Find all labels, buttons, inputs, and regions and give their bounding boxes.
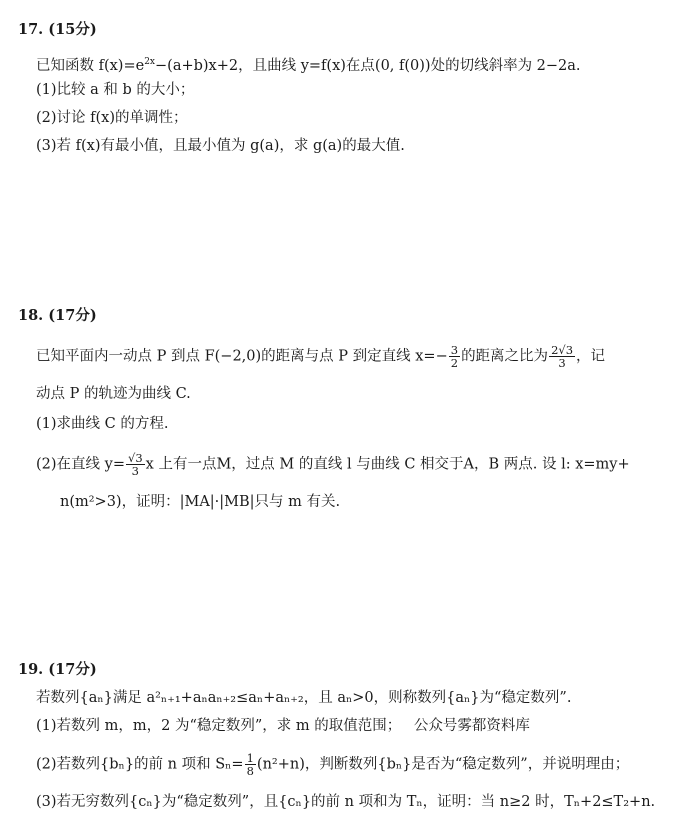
q18-stem-part-a: 已知平面内一动点 P 到点 F(−2,0)的距离与点 P 到定直线 x=− — [36, 348, 448, 365]
watermark-text: 公众号雾都资料库 — [413, 718, 530, 734]
q19-part-2-a: (2)若数列{bₙ}的前 n 项和 Sₙ= — [36, 756, 244, 773]
q17-part-2: (2)讨论 f(x)的单调性； — [36, 110, 188, 126]
q17-header: 17. (15分) — [18, 21, 97, 38]
q17-part-3: (3)若 f(x)有最小值，且最小值为 g(a)，求 g(a)的最大值. — [36, 138, 405, 154]
q19-frac-numerator: 1 — [246, 751, 254, 765]
q17-stem-part-b: −(a+b)x+2，且曲线 y=f(x)在点(0, f(0))处的切线斜率为 2−2a. — [155, 57, 581, 74]
q18-header: 18. (17分) — [18, 307, 97, 324]
q17-stem-exponent: 2x — [144, 57, 156, 67]
q18-part-2-a: (2)在直线 y= — [36, 456, 125, 473]
q18-frac1-numerator: 3 — [450, 343, 459, 357]
q19-fraction-one-eighth — [245, 752, 256, 777]
q18-frac2-denominator: 3 — [558, 356, 566, 370]
q18-part-2-continued: n(m²>3)，证明：|MA|·|MB|只与 m 有关. — [60, 494, 341, 510]
q19-frac-denominator: 8 — [246, 764, 254, 778]
q19-part-1 — [36, 716, 530, 736]
q18-frac3-denominator: 3 — [131, 464, 139, 478]
q18-stem-part-b: 的距离之比为 — [461, 348, 549, 365]
q18-frac1-denominator: 2 — [450, 356, 459, 370]
q17-part-1: (1)比较 a 和 b 的大小； — [36, 82, 195, 98]
q18-fraction-slope — [126, 452, 145, 477]
q19-part-2 — [36, 752, 629, 777]
q18-part-2 — [36, 452, 630, 477]
q17-stem — [36, 52, 581, 76]
q18-frac3-numerator: √3 — [128, 451, 143, 465]
q18-part-1: (1)求曲线 C 的方程. — [36, 416, 169, 432]
q18-stem-part-c: ，记 — [576, 348, 606, 365]
q18-fraction-3-2 — [449, 344, 460, 369]
q19-stem: 若数列{aₙ}满足 a²ₙ₊₁+aₙaₙ₊₂≤aₙ+aₙ₊₂，且 aₙ>0，则称数列{aₙ}为“稳定数列”. — [36, 690, 572, 706]
q18-stem-line-2: 动点 P 的轨迹为曲线 C. — [36, 386, 191, 402]
q18-stem-line-1 — [36, 344, 605, 369]
q19-part-2-b: (n²+n)，判断数列{bₙ}是否为“稳定数列”，并说明理由； — [256, 756, 630, 773]
q18-part-2-b: x 上有一点M，过点 M 的直线 l 与曲线 C 相交于A，B 两点. 设 l: x=my+ — [145, 456, 630, 473]
q18-frac2-numerator: 2√3 — [551, 343, 574, 357]
q19-header: 19. (17分) — [18, 661, 97, 678]
q19-part-3: (3)若无穷数列{cₙ}为“稳定数列”，且{cₙ}的前 n 项和为 Tₙ，证明：当 n≥2 时，Tₙ+2≤T₂+n. — [36, 794, 656, 810]
q19-part-1-text: (1)若数列 m，m，2 为“稳定数列”，求 m 的取值范围； — [36, 718, 402, 734]
q18-fraction-ratio — [549, 344, 575, 369]
q17-stem-part-a: 已知函数 f(x)=e — [36, 57, 145, 74]
